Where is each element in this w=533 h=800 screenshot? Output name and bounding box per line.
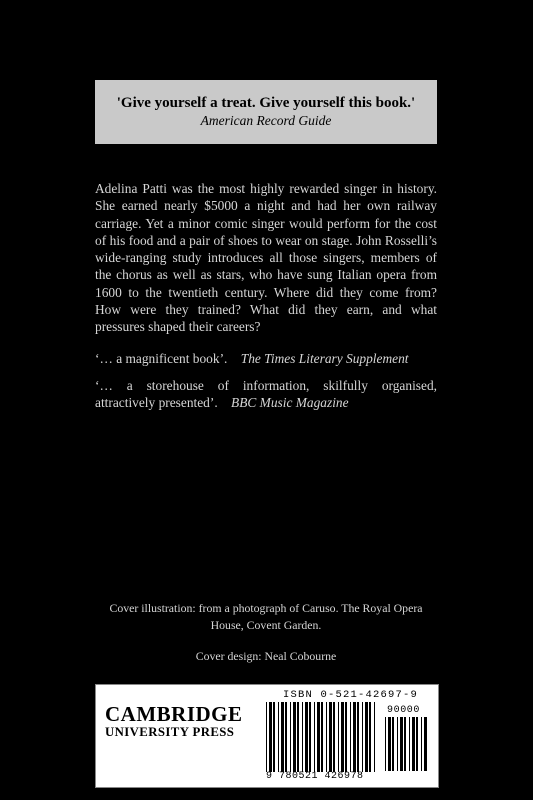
- barcode-bar: [369, 702, 371, 772]
- barcode-bar: [416, 717, 418, 771]
- barcode-bar: [317, 702, 320, 772]
- barcode-bar: [350, 702, 351, 772]
- barcode-bar: [353, 702, 356, 772]
- barcode-bar: [400, 717, 403, 771]
- barcode-bar: [285, 702, 287, 772]
- review-quote: [95, 350, 437, 367]
- ean-barcode: [266, 702, 378, 772]
- barcode-bar: [309, 702, 311, 772]
- barcode-bar: [357, 702, 359, 772]
- barcode-bar: [290, 702, 291, 772]
- featured-quote-source: American Record Guide: [200, 113, 332, 128]
- barcode-bar: [341, 702, 344, 772]
- barcode-bar: [314, 702, 315, 772]
- barcode-bar: [333, 702, 335, 772]
- barcode-bar: [397, 717, 398, 771]
- barcode-bar: [297, 702, 299, 772]
- barcode-bar: [329, 702, 332, 772]
- cover-design-credit: Cover design: Neal Cobourne: [195, 649, 337, 663]
- book-description: Adelina Patti was the most highly rewarded singer in history. She earned nearly $5000 a night and had her own railway carriage. Yet a minor comic singer would perform for the cost of his food and a pair of shoes to wear on stage. John Rosselli’s wide-ranging study introduces all those singers, members of the chorus as well as stars, who have sung Italian opera from 1600 to the twentieth century. Where did they come from? How were they trained? What did they earn, and what pressures shaped their careers?: [95, 181, 437, 335]
- price-code: 90000: [387, 705, 421, 716]
- review-quote: [95, 377, 437, 412]
- quote-box: [95, 80, 437, 144]
- barcode-bar: [293, 702, 296, 772]
- barcode-bar: [302, 702, 303, 772]
- barcode-bar: [362, 702, 363, 772]
- review-text: ‘… a storehouse of information, skilfully organised, attractively presented’.: [95, 378, 437, 411]
- price-barcode: [385, 717, 429, 771]
- barcode-bar: [424, 717, 427, 771]
- barcode-bar: [266, 702, 267, 772]
- barcode-bar: [365, 702, 368, 772]
- barcode-bar: [269, 702, 272, 772]
- barcode-bar: [273, 702, 275, 772]
- barcode-bar: [404, 717, 406, 771]
- review-text: ‘… a magnificent book’.: [95, 351, 228, 366]
- publisher-name: CAMBRIDGE: [105, 702, 243, 726]
- barcode-bar: [326, 702, 327, 772]
- barcode-bar: [374, 702, 375, 772]
- barcode-bar: [321, 702, 323, 772]
- barcode-panel: [95, 684, 439, 788]
- cover-illustration-credit: Cover illustration: from a photograph of Caruso. The Royal Opera House, Covent Garden.: [109, 601, 423, 632]
- barcode-bar: [305, 702, 308, 772]
- barcode-digits: 9 780521 426978: [266, 771, 364, 782]
- publisher-logo: [105, 703, 243, 739]
- review-source: BBC Music Magazine: [231, 395, 349, 411]
- featured-quote: 'Give yourself a treat. Give yourself this book.': [116, 95, 416, 111]
- barcode-bar: [345, 702, 347, 772]
- barcode-bar: [412, 717, 415, 771]
- barcode-bar: [281, 702, 284, 772]
- publisher-subname: UNIVERSITY PRESS: [105, 725, 235, 739]
- barcode-bar: [278, 702, 279, 772]
- barcode-bar: [392, 717, 394, 771]
- barcode-bar: [385, 717, 386, 771]
- review-source: The Times Literary Supplement: [240, 351, 409, 366]
- barcode-bar: [338, 702, 339, 772]
- barcode-bar: [421, 717, 422, 771]
- barcode-bar: [409, 717, 410, 771]
- isbn-number: ISBN 0-521-42697-9: [283, 689, 419, 701]
- barcode-bar: [388, 717, 391, 771]
